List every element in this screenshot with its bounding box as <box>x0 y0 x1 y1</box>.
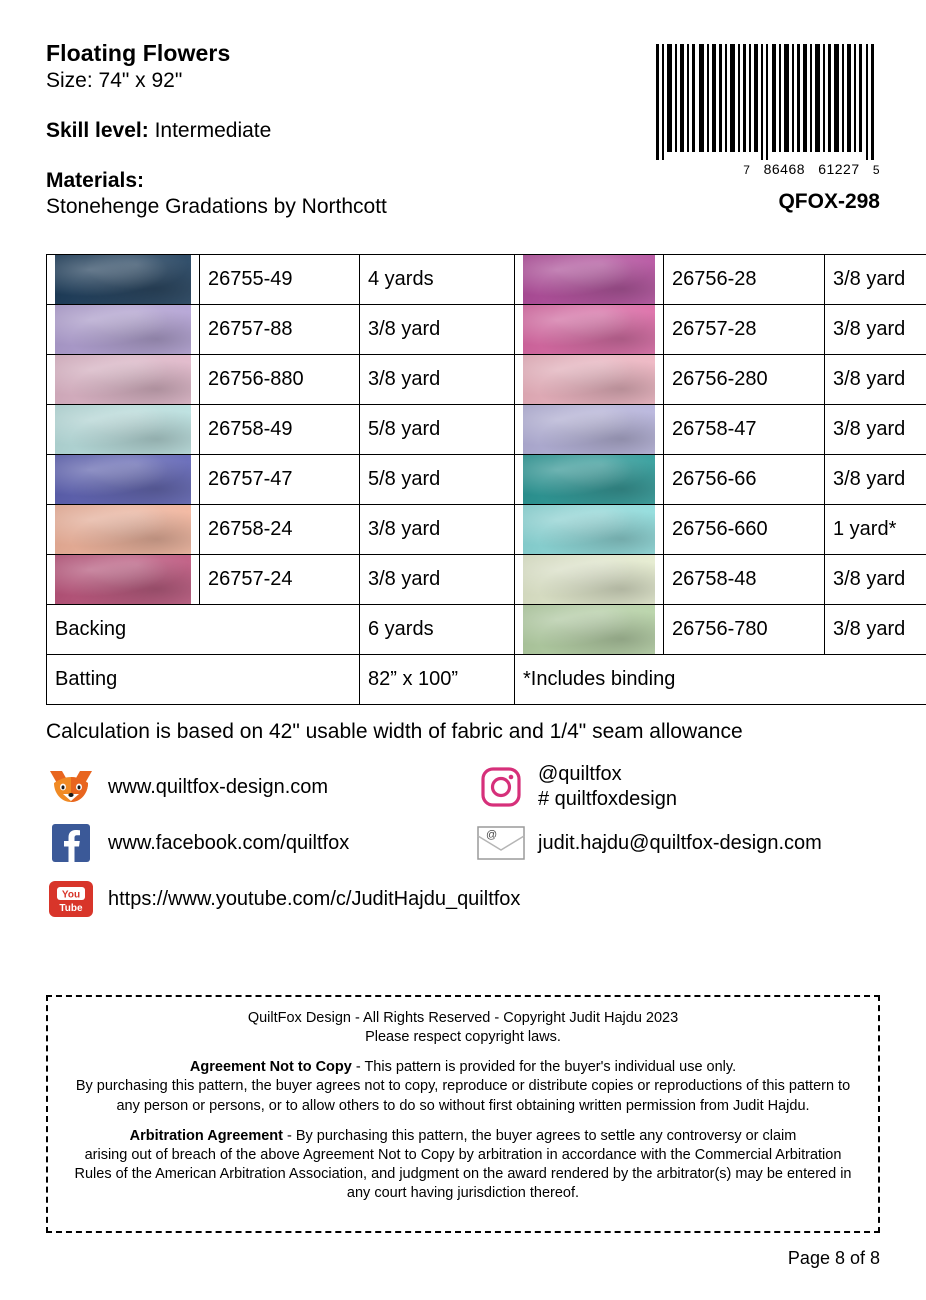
contacts-section <box>46 759 880 929</box>
facebook-entry[interactable] <box>46 823 476 863</box>
skill-level-label: Skill level: <box>46 119 149 142</box>
materials-label: Materials: <box>46 169 145 192</box>
fabric-swatch <box>515 255 664 305</box>
contact-row-web <box>46 759 880 815</box>
table-row <box>47 405 926 455</box>
fabric-code: 26757-28 <box>664 305 825 355</box>
fabric-amount: 3/8 yard <box>360 355 515 405</box>
table-row <box>47 455 926 505</box>
backing-amount: 6 yards <box>360 605 515 655</box>
barcode-digit-prefix: 7 <box>743 163 751 177</box>
header <box>46 40 880 252</box>
facebook-text: www.facebook.com/quiltfox <box>108 831 350 854</box>
email-entry[interactable] <box>476 823 822 863</box>
fabric-requirements-table <box>46 254 926 705</box>
fabric-code: 26758-49 <box>200 405 360 455</box>
fabric-code: 26757-24 <box>200 555 360 605</box>
table-row-batting <box>47 655 926 705</box>
page-title: Floating Flowers <box>46 40 231 66</box>
fabric-amount: 4 yards <box>360 255 515 305</box>
calculation-note: Calculation is based on 42" usable width of fabric and 1/4" seam allowance <box>46 720 743 743</box>
fabric-code: 26756-28 <box>664 255 825 305</box>
table-row <box>47 555 926 605</box>
batting-label: Batting <box>47 655 360 705</box>
table-row <box>47 505 926 555</box>
skill-level-value: Intermediate <box>154 119 272 142</box>
fabric-swatch <box>47 505 200 555</box>
fabric-code: 26757-88 <box>200 305 360 355</box>
agreement-heading-line <box>66 1058 860 1077</box>
barcode-digit-group2: 61227 <box>818 161 860 177</box>
instagram-text <box>538 762 677 812</box>
agreement-title: Agreement Not to Copy <box>189 1059 352 1076</box>
instagram-icon <box>476 767 526 807</box>
arbitration-body: arising out of breach of the above Agreement Not to Copy by arbitration in accordance with the Commercial Arbitration Rules of the American Arbitration Association, and judgment on the award rendered by the arbitrator(s) may be entered in any court having jurisdiction thereof. <box>74 1146 852 1201</box>
agreement-subtitle: - This pattern is provided for the buyer's individual use only. <box>351 1059 737 1076</box>
fabric-amount: 5/8 yard <box>360 455 515 505</box>
barcode-digit-suffix: 5 <box>872 163 880 177</box>
fabric-swatch <box>515 555 664 605</box>
fabric-swatch <box>47 255 200 305</box>
fabric-code: 26758-48 <box>664 555 825 605</box>
fabric-amount: 3/8 yard <box>360 505 515 555</box>
backing-label: Backing <box>47 605 360 655</box>
fabric-swatch <box>515 605 664 655</box>
batting-size: 82” x 100” <box>360 655 515 705</box>
youtube-entry[interactable] <box>46 879 520 919</box>
fabric-code: 26756-66 <box>664 455 825 505</box>
fabric-swatch <box>515 505 664 555</box>
fabric-amount: 3/8 yard <box>825 605 926 655</box>
fabric-amount: 3/8 yard <box>825 255 926 305</box>
fabric-amount: 3/8 yard <box>825 305 926 355</box>
svg-text:@: @ <box>486 829 498 842</box>
website-entry[interactable] <box>46 767 476 807</box>
fabric-code: 26758-24 <box>200 505 360 555</box>
barcode-image <box>654 44 880 160</box>
fabric-swatch <box>47 405 200 455</box>
quilt-size: Size: 74" x 92" <box>46 69 183 92</box>
fabric-code: 26756-880 <box>200 355 360 405</box>
fabric-amount: 3/8 yard <box>360 555 515 605</box>
fox-logo-icon <box>46 767 96 807</box>
binding-note: *Includes binding <box>515 655 926 705</box>
materials-fabric-line: Stonehenge Gradations by Northcott <box>46 195 387 218</box>
table-row <box>47 355 926 405</box>
svg-text:Tube: Tube <box>59 903 83 915</box>
fabric-amount: 3/8 yard <box>825 555 926 605</box>
fabric-code: 26756-660 <box>664 505 825 555</box>
copyright-box <box>46 995 880 1233</box>
fabric-swatch <box>47 455 200 505</box>
website-text: www.quiltfox-design.com <box>108 775 329 798</box>
arbitration-heading-line <box>66 1127 860 1146</box>
fabric-swatch <box>47 305 200 355</box>
contact-row-youtube <box>46 871 880 927</box>
table-row <box>47 255 926 305</box>
page-number: Page 8 of 8 <box>787 1248 880 1268</box>
email-text: judit.hajdu@quiltfox-design.com <box>538 831 822 854</box>
instagram-handle: @quiltfox <box>538 763 622 786</box>
barcode-area <box>642 44 880 214</box>
table-row <box>47 305 926 355</box>
copyright-line-2: Please respect copyright laws. <box>365 1029 561 1046</box>
fabric-swatch <box>47 555 200 605</box>
copyright-line-1: QuiltFox Design - All Rights Reserved - Copyright Judit Hajdu 2023 <box>247 1010 679 1026</box>
instagram-hashtag: # quiltfoxdesign <box>538 788 677 811</box>
fabric-amount: 3/8 yard <box>825 455 926 505</box>
fabric-swatch <box>47 355 200 405</box>
fabric-amount: 3/8 yard <box>360 305 515 355</box>
barcode-digit-group1: 86468 <box>763 161 806 177</box>
fabric-amount: 3/8 yard <box>825 405 926 455</box>
instagram-entry[interactable] <box>476 762 677 812</box>
fabric-swatch <box>515 405 664 455</box>
table-row-backing <box>47 605 926 655</box>
fabric-swatch <box>515 305 664 355</box>
fabric-swatch <box>515 355 664 405</box>
arbitration-title: Arbitration Agreement <box>129 1127 283 1144</box>
fabric-amount: 3/8 yard <box>825 355 926 405</box>
arbitration-subtitle: - By purchasing this pattern, the buyer agrees to settle any controversy or claim <box>282 1127 797 1144</box>
youtube-icon <box>46 879 96 919</box>
email-icon <box>476 823 526 863</box>
fabric-code: 26755-49 <box>200 255 360 305</box>
fabric-code: 26756-280 <box>664 355 825 405</box>
fabric-swatch <box>515 455 664 505</box>
fabric-code: 26756-780 <box>664 605 825 655</box>
fabric-amount: 5/8 yard <box>360 405 515 455</box>
sku-code: QFOX-298 <box>778 190 880 213</box>
fabric-code: 26758-47 <box>664 405 825 455</box>
contact-row-facebook <box>46 815 880 871</box>
fabric-code: 26757-47 <box>200 455 360 505</box>
facebook-icon <box>46 823 96 863</box>
svg-text:You: You <box>61 889 81 901</box>
youtube-text: https://www.youtube.com/c/JuditHajdu_quiltfox <box>108 887 521 910</box>
agreement-body: By purchasing this pattern, the buyer agrees not to copy, reproduce or distribute copies or reproductions of this pattern to any person or persons, or to allow others to do so without first obtaining written permission from Judit Hajdu. <box>75 1078 851 1114</box>
barcode-digits <box>642 161 880 177</box>
fabric-amount: 1 yard* <box>825 505 926 555</box>
